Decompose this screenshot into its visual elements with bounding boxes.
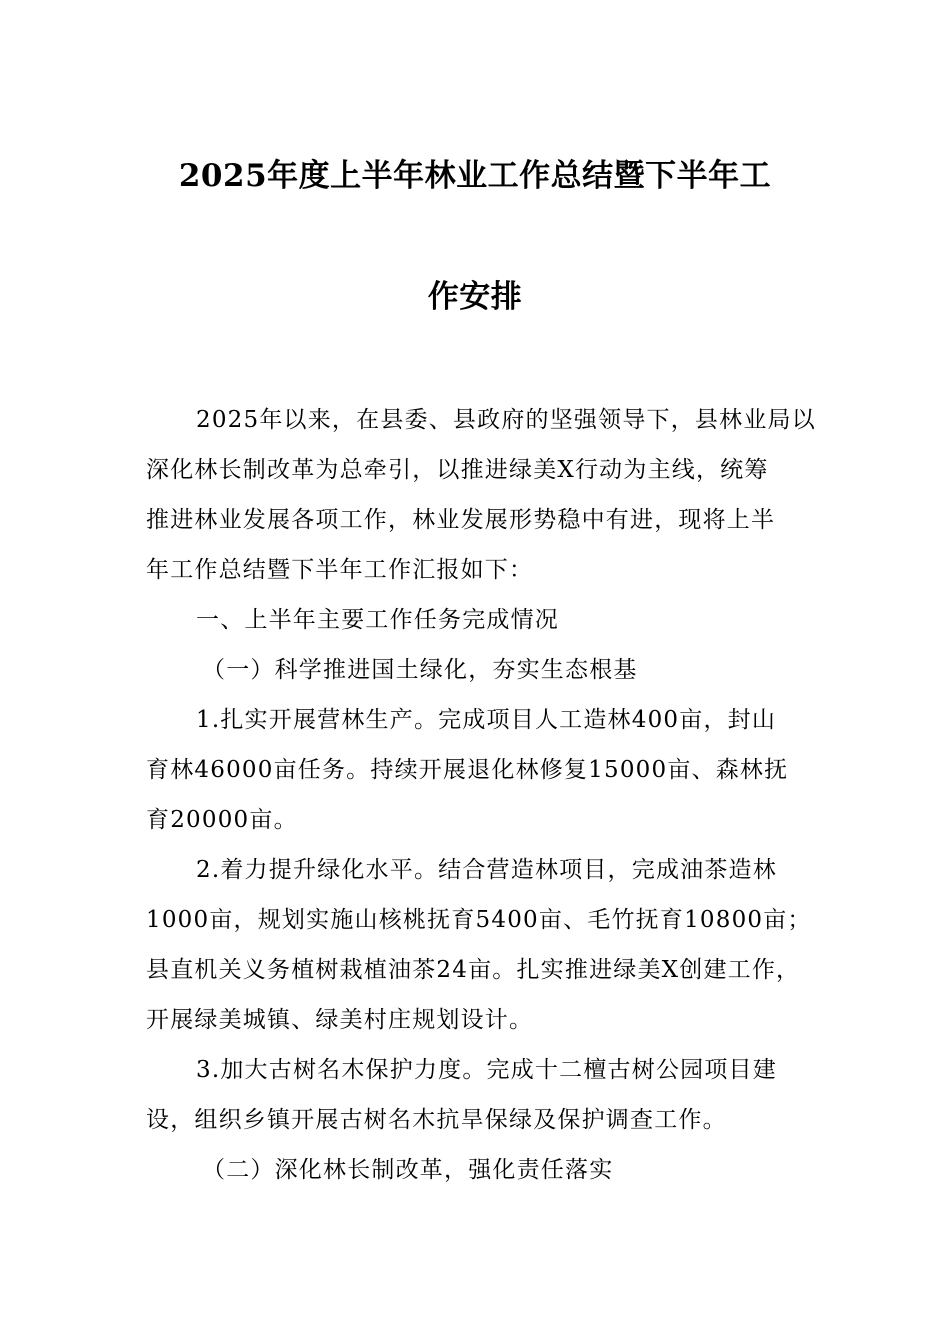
subsection-heading-2: （二）深化林长制改革，强化责任落实 [202,1157,614,1183]
subsection-heading-1: （一）科学推进国土绿化，夯实生态根基 [202,657,638,683]
intro-paragraph-line-3: 推进林业发展各项工作，林业发展形势稳中有进，现将上半 [146,507,776,533]
item-1-line-3: 育20000亩。 [146,807,298,833]
item-2-line-2: 1000亩，规划实施山核桃抚育5400亩、毛竹抚育10800亩； [146,907,812,933]
item-2-line-1: 2.着力提升绿化水平。结合营造林项目，完成油茶造林 [196,857,777,883]
section-heading-1: 一、上半年主要工作任务完成情况 [196,607,559,633]
item-1-line-1: 1.扎实开展营林生产。完成项目人工造林400亩，封山 [196,707,777,733]
item-2-line-4: 开展绿美城镇、绿美村庄规划设计。 [146,1007,534,1033]
intro-paragraph-line-4: 年工作总结暨下半年工作汇报如下： [146,557,534,583]
item-2-line-3: 县直机关义务植树栽植油茶24亩。扎实推进绿美X创建工作， [146,957,801,983]
intro-paragraph-line-1: 2025年以来，在县委、县政府的坚强领导下，县林业局以 [196,407,816,433]
intro-paragraph-line-2: 深化林长制改革为总牵引，以推进绿美X行动为主线，统筹 [146,457,769,483]
document-title-line-1: 2025年度上半年林业工作总结暨下半年工 [178,158,772,194]
document-title-line-2: 作安排 [427,279,523,315]
item-3-line-2: 设，组织乡镇开展古树名木抗旱保绿及保护调查工作。 [146,1107,727,1133]
item-3-line-1: 3.加大古树名木保护力度。完成十二檀古树公园项目建 [196,1057,777,1083]
item-1-line-2: 育林46000亩任务。持续开展退化林修复15000亩、森林抚 [146,757,789,783]
